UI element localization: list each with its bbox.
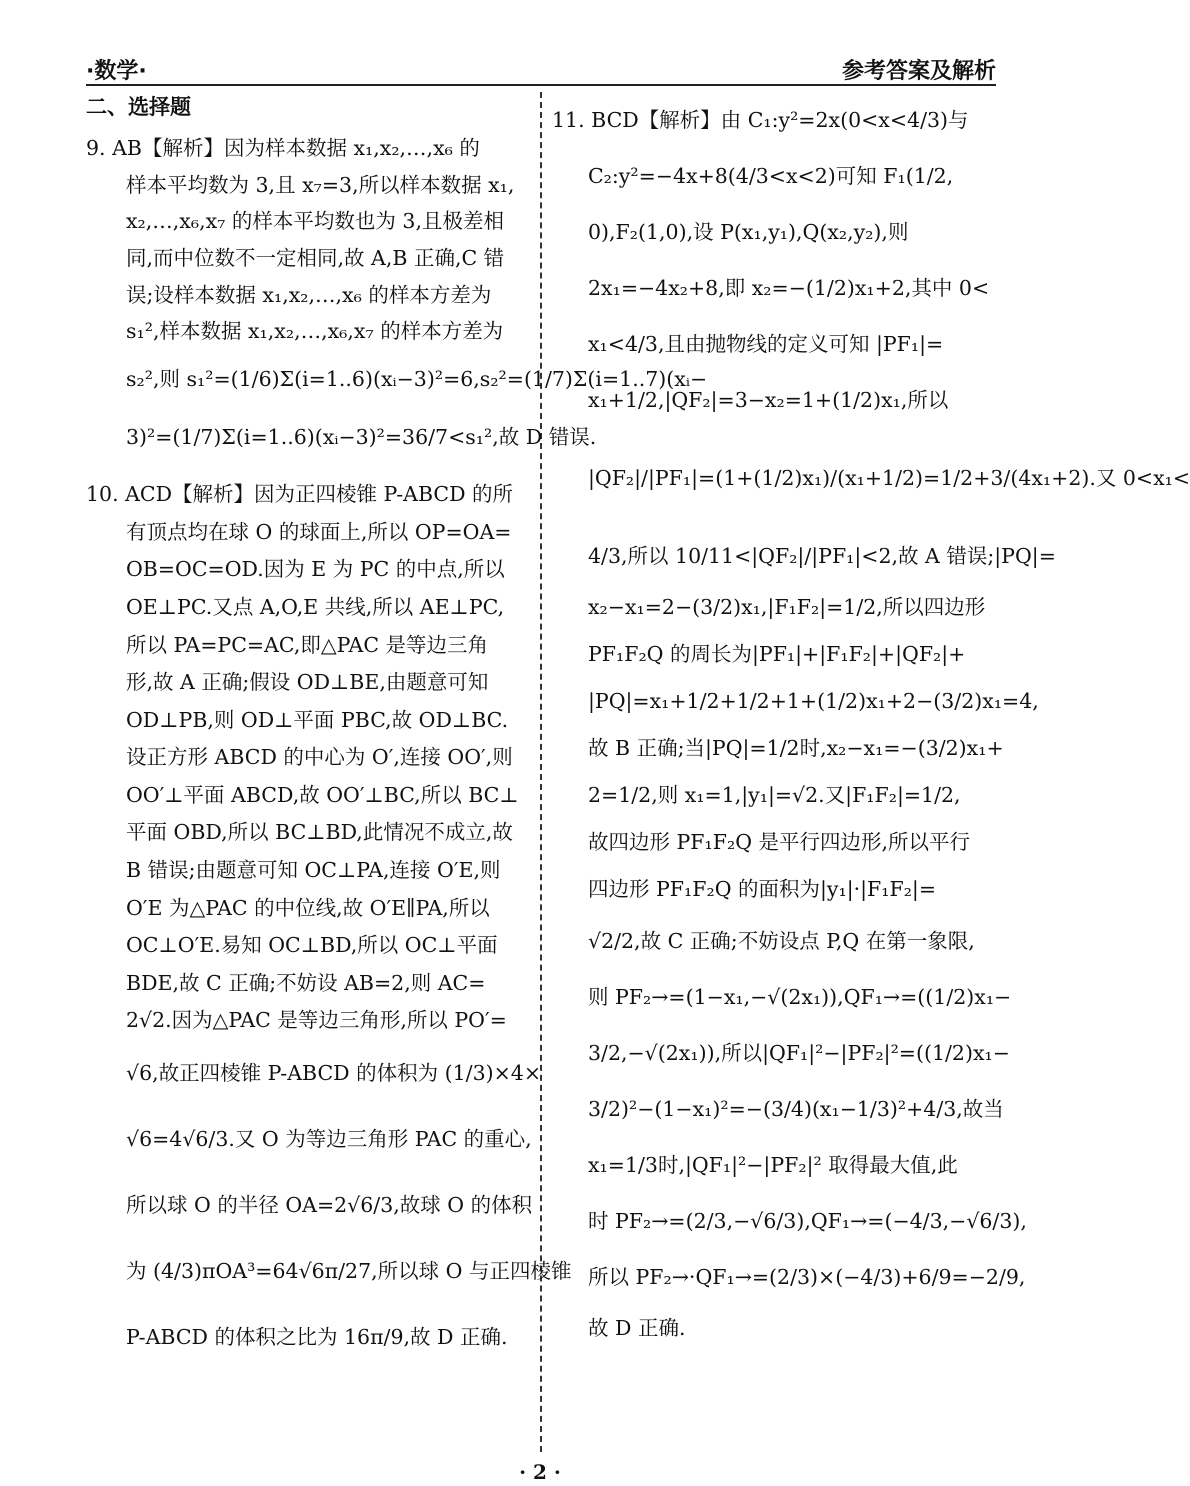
q10-line: B 错误;由题意可知 OC⊥PA,连接 O′E,则 [126, 858, 501, 883]
q10-line: OO′⊥平面 ABCD,故 OO′⊥BC,所以 BC⊥ [126, 782, 519, 807]
section-title: 二、选择题 [86, 95, 191, 119]
q9-line: 9. AB【解析】因为样本数据 x₁,x₂,…,x₆ 的 [86, 136, 480, 160]
q11-line: 四边形 PF₁F₂Q 的面积为|y₁|·|F₁F₂|= [588, 877, 937, 901]
q10-line: 设正方形 ABCD 的中心为 O′,连接 OO′,则 [126, 745, 513, 770]
q11-line: 故四边形 PF₁F₂Q 是平行四边形,所以平行 [588, 830, 971, 854]
page-number: · 2 · [519, 1460, 561, 1484]
q11-line: 0),F₂(1,0),设 P(x₁,y₁),Q(x₂,y₂),则 [588, 220, 909, 244]
section-label: 参考答案及解析 [841, 59, 996, 84]
q11-line: 则 PF₂→=(1−x₁,−√(2x₁)),QF₁→=((1/2)x₁− [588, 985, 1012, 1009]
q11-line: 11. BCD【解析】由 C₁:y²=2x(0<x<4/3)与 [552, 108, 969, 132]
q10-line: OB=OC=OD.因为 E 为 PC 的中点,所以 [126, 557, 505, 582]
q11-line: 故 D 正确. [588, 1316, 686, 1340]
q11-line: x₁=1/3时,|QF₁|²−|PF₂|² 取得最大值,此 [588, 1153, 958, 1177]
q10-line: P-ABCD 的体积之比为 16π/9,故 D 正确. [126, 1325, 508, 1350]
left-column [86, 92, 708, 1380]
q11-line: √2/2,故 C 正确;不妨设点 P,Q 在第一象限, [588, 929, 975, 953]
q10-line: 2√2.因为△PAC 是等边三角形,所以 PO′= [126, 1008, 507, 1033]
q10-line: OE⊥PC.又点 A,O,E 共线,所以 AE⊥PC, [126, 594, 505, 619]
q9-line: 误;设样本数据 x₁,x₂,…,x₆ 的样本方差为 [126, 282, 492, 307]
q11-line: 2x₁=−4x₂+8,即 x₂=−(1/2)x₁+2,其中 0< [588, 276, 990, 300]
page-header [86, 50, 996, 86]
q10-line: 形,故 A 正确;假设 OD⊥BE,由题意可知 [126, 670, 489, 695]
q11-line: 4/3,所以 10/11<|QF₂|/|PF₁|<2,故 A 错误;|PQ|= [588, 544, 1056, 568]
q11-line: x₁<4/3,且由抛物线的定义可知 |PF₁|= [588, 332, 944, 356]
q10-line: OD⊥PB,则 OD⊥平面 PBC,故 OD⊥BC. [126, 707, 509, 732]
q9-line: 样本平均数为 3,且 x₇=3,所以样本数据 x₁, [126, 172, 515, 197]
q10-line: √6,故正四棱锥 P-ABCD 的体积为 (1/3)×4× [126, 1061, 542, 1086]
q9-line: x₂,…,x₆,x₇ 的样本平均数也为 3,且极差相 [126, 209, 504, 234]
subject-label: ·数学· [86, 59, 147, 84]
question-11 [552, 92, 1190, 1352]
q9-line: 3)²=(1/7)Σ(i=1..6)(xᵢ−3)²=36/7<s₁²,故 D 错误. [126, 425, 597, 450]
q9-line: s₂²,则 s₁²=(1/6)Σ(i=1..6)(xᵢ−3)²=6,s₂²=(1/7)Σ(i=1..7)(xᵢ− [126, 367, 708, 392]
q11-line: |PQ|=x₁+1/2+1/2+1+(1/2)x₁+2−(3/2)x₁=4, [588, 689, 1039, 713]
q10-line: 10. ACD【解析】因为正四棱锥 P-ABCD 的所 [86, 482, 514, 507]
question-9 [86, 130, 708, 466]
q11-line: C₂:y²=−4x+8(4/3<x<2)可知 F₁(1/2, [588, 164, 954, 188]
q11-line: 3/2)²−(1−x₁)²=−(3/4)(x₁−1/3)²+4/3,故当 [588, 1097, 1004, 1121]
q10-line: OC⊥O′E.易知 OC⊥BD,所以 OC⊥平面 [126, 933, 498, 958]
q11-line: 3/2,−√(2x₁)),所以|QF₁|²−|PF₂|²=((1/2)x₁− [588, 1041, 1010, 1065]
q10-line: √6=4√6/3.又 O 为等边三角形 PAC 的重心, [126, 1127, 532, 1152]
q10-line: 所以 PA=PC=AC,即△PAC 是等边三角 [126, 632, 489, 657]
right-column [552, 92, 1190, 1362]
q10-line: BDE,故 C 正确;不妨设 AB=2,则 AC= [126, 970, 486, 995]
q9-line: 同,而中位数不一定相同,故 A,B 正确,C 错 [126, 246, 505, 271]
q11-line: x₁+1/2,|QF₂|=3−x₂=1+(1/2)x₁,所以 [588, 388, 949, 412]
q11-line: PF₁F₂Q 的周长为|PF₁|+|F₁F₂|+|QF₂|+ [588, 642, 966, 666]
q10-line: O′E 为△PAC 的中位线,故 O′E∥PA,所以 [126, 895, 490, 920]
q11-line: |QF₂|/|PF₁|=(1+(1/2)x₁)/(x₁+1/2)=1/2+3/(4x₁+2).又 0<x₁< [588, 466, 1190, 490]
q9-line: s₁²,样本数据 x₁,x₂,…,x₆,x₇ 的样本方差为 [126, 319, 504, 344]
q10-line: 为 (4/3)πOA³=64√6π/27,所以球 O 与正四棱锥 [126, 1259, 572, 1284]
q10-line: 平面 OBD,所以 BC⊥BD,此情况不成立,故 [126, 820, 513, 845]
question-10 [86, 476, 572, 1370]
q10-line: 有顶点均在球 O 的球面上,所以 OP=OA= [126, 519, 512, 544]
q11-line: 时 PF₂→=(2/3,−√6/3),QF₁→=(−4/3,−√6/3), [588, 1209, 1027, 1233]
q11-line: 2=1/2,则 x₁=1,|y₁|=√2.又|F₁F₂|=1/2, [588, 783, 961, 807]
q11-line: x₂−x₁=2−(3/2)x₁,|F₁F₂|=1/2,所以四边形 [588, 595, 986, 619]
q11-line: 故 B 正确;当|PQ|=1/2时,x₂−x₁=−(3/2)x₁+ [588, 736, 1004, 760]
q11-line: 所以 PF₂→·QF₁→=(2/3)×(−4/3)+6/9=−2/9, [588, 1265, 1026, 1289]
q10-line: 所以球 O 的半径 OA=2√6/3,故球 O 的体积 [126, 1193, 533, 1218]
